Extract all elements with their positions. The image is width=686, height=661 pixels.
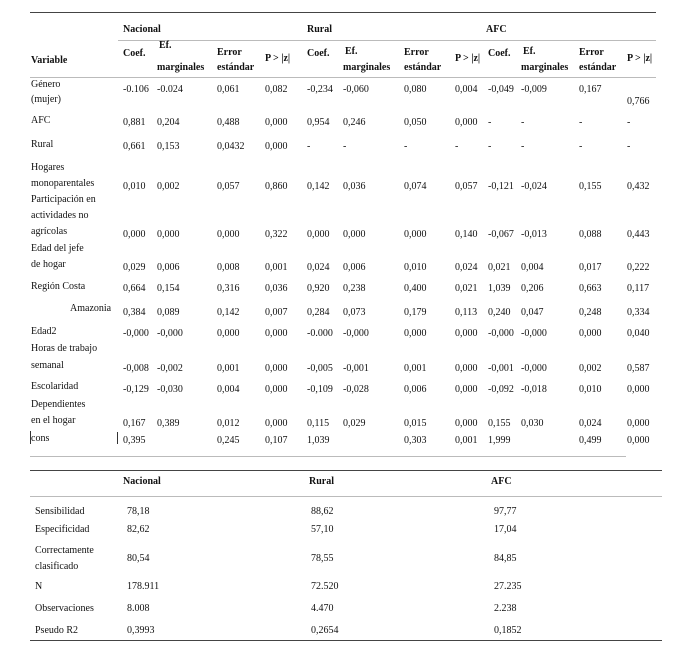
- cell-9-3: 0,000: [265, 363, 288, 374]
- cell-4-4: 0,000: [307, 229, 330, 240]
- cell-0-2: 0,061: [217, 84, 240, 95]
- cell-12-2: 0,245: [217, 435, 240, 446]
- cell-1-8: -: [488, 117, 492, 128]
- cell-9-8: -0,001: [488, 363, 514, 374]
- row-label-1-0: AFC: [31, 115, 51, 126]
- col-header-ef-top-afc: Ef.: [523, 46, 536, 57]
- summary-cell-5-2: 0,1852: [494, 625, 522, 636]
- cons-right-bar: [117, 432, 118, 444]
- top-table-bottom-rule: [30, 456, 626, 457]
- cell-4-6: 0,000: [404, 229, 427, 240]
- summary-cell-2-0: 80,54: [127, 553, 150, 564]
- cell-10-3: 0,000: [265, 384, 288, 395]
- cell-8-1: -0,000: [157, 328, 183, 339]
- cell-2-11: -: [627, 141, 631, 152]
- cell-8-3: 0,000: [265, 328, 288, 339]
- cell-6-4: 0,920: [307, 283, 330, 294]
- cell-4-0: 0,000: [123, 229, 146, 240]
- summary-header-rural: Rural: [309, 476, 334, 487]
- cell-3-8: -0,121: [488, 181, 514, 192]
- cell-6-5: 0,238: [343, 283, 366, 294]
- summary-cell-4-2: 2.238: [494, 603, 517, 614]
- cell-0-9: -0,009: [521, 84, 547, 95]
- cell-3-6: 0,074: [404, 181, 427, 192]
- header-rule: [30, 77, 656, 78]
- cell-12-3: 0,107: [265, 435, 288, 446]
- cell-2-7: -: [455, 141, 459, 152]
- cell-9-10: 0,002: [579, 363, 602, 374]
- summary-cell-5-1: 0,2654: [311, 625, 339, 636]
- row-label-8-0: Edad2: [31, 326, 57, 337]
- cell-8-7: 0,000: [455, 328, 478, 339]
- row-label-9-1: semanal: [31, 360, 64, 371]
- cell-12-11: 0,000: [627, 435, 650, 446]
- cell-7-10: 0,248: [579, 307, 602, 318]
- summary-cell-1-1: 57,10: [311, 524, 334, 535]
- cell-4-8: -0,067: [488, 229, 514, 240]
- cell-2-6: -: [404, 141, 408, 152]
- cell-7-11: 0,334: [627, 307, 650, 318]
- cell-11-0: 0,167: [123, 418, 146, 429]
- top-rule: [30, 12, 656, 13]
- row-label-5-1: de hogar: [31, 259, 66, 270]
- col-header-error-bottom-afc: estándar: [579, 62, 617, 73]
- cell-3-11: 0,432: [627, 181, 650, 192]
- cons-left-bar: [30, 431, 31, 444]
- summary-cell-1-2: 17,04: [494, 524, 517, 535]
- row-label-11-0: Dependientes: [31, 399, 86, 410]
- cell-9-1: -0,002: [157, 363, 183, 374]
- cell-7-7: 0,113: [455, 307, 478, 318]
- cell-5-9: 0,004: [521, 262, 544, 273]
- cell-4-11: 0,443: [627, 229, 650, 240]
- cell-9-11: 0,587: [627, 363, 650, 374]
- summary-cell-5-0: 0,3993: [127, 625, 155, 636]
- bottom-top-rule: [30, 470, 662, 471]
- cell-10-8: -0,092: [488, 384, 514, 395]
- cell-1-9: -: [521, 117, 525, 128]
- summary-cell-2-1: 78,55: [311, 553, 334, 564]
- cell-5-8: 0,021: [488, 262, 511, 273]
- col-header-error-top-rural: Error: [404, 47, 429, 58]
- cell-0-5: -0,060: [343, 84, 369, 95]
- cell-10-1: -0,030: [157, 384, 183, 395]
- row-label-0-0: Género: [31, 79, 61, 90]
- cell-6-1: 0,154: [157, 283, 180, 294]
- cell-3-9: -0,024: [521, 181, 547, 192]
- cell-12-0: 0,395: [123, 435, 146, 446]
- summary-cell-4-0: 8.008: [127, 603, 150, 614]
- col-header-error-top-nacional: Error: [217, 47, 242, 58]
- cell-10-5: -0,028: [343, 384, 369, 395]
- summary-label-5-0: Pseudo R2: [35, 625, 79, 636]
- cell-1-2: 0,488: [217, 117, 240, 128]
- summary-header-nacional: Nacional: [123, 476, 161, 487]
- row-label-4-1: actividades no: [31, 210, 89, 221]
- cell-5-1: 0,006: [157, 262, 180, 273]
- group-header-nacional: Nacional: [123, 24, 161, 35]
- summary-label-2-1: clasificado: [35, 561, 79, 572]
- col-header-error-bottom-nacional: estándar: [217, 62, 255, 73]
- summary-cell-3-1: 72.520: [311, 581, 339, 592]
- cell-10-9: -0,018: [521, 384, 547, 395]
- cell-11-11: 0,000: [627, 418, 650, 429]
- variable-header: Variable: [31, 55, 68, 66]
- summary-label-4-0: Observaciones: [35, 603, 94, 614]
- cell-1-3: 0,000: [265, 117, 288, 128]
- cell-4-3: 0,322: [265, 229, 288, 240]
- cell-2-5: -: [343, 141, 347, 152]
- bottom-rule: [30, 640, 662, 641]
- cell-5-2: 0,008: [217, 262, 240, 273]
- cell-11-5: 0,029: [343, 418, 366, 429]
- cell-7-5: 0,073: [343, 307, 366, 318]
- cell-11-3: 0,000: [265, 418, 288, 429]
- summary-cell-3-0: 178.911: [127, 581, 160, 592]
- cell-12-4: 1,039: [307, 435, 330, 446]
- summary-header-afc: AFC: [491, 476, 512, 487]
- cell-2-3: 0,000: [265, 141, 288, 152]
- cell-1-5: 0,246: [343, 117, 366, 128]
- cell-8-4: -0.000: [307, 328, 333, 339]
- cell-2-10: -: [579, 141, 583, 152]
- group-header-rural: Rural: [307, 24, 332, 35]
- cell-7-9: 0,047: [521, 307, 544, 318]
- cell-1-1: 0,204: [157, 117, 180, 128]
- cell-9-4: -0,005: [307, 363, 333, 374]
- group-rule: [118, 40, 656, 41]
- col-header-p-rural: P > |z|: [455, 53, 481, 64]
- cell-6-2: 0,316: [217, 283, 240, 294]
- row-label-5-0: Edad del jefe: [31, 243, 84, 254]
- summary-label-2-0: Correctamente: [35, 545, 94, 556]
- cell-1-11: -: [627, 117, 631, 128]
- col-header-ef-bottom-afc: marginales: [521, 62, 569, 73]
- cell-6-9: 0,206: [521, 283, 544, 294]
- cell-12-10: 0,499: [579, 435, 602, 446]
- row-label-2-0: Rural: [31, 139, 54, 150]
- cell-12-6: 0,303: [404, 435, 427, 446]
- cell-9-9: -0,000: [521, 363, 547, 374]
- cell-8-2: 0,000: [217, 328, 240, 339]
- summary-cell-0-1: 88,62: [311, 506, 334, 517]
- cell-2-0: 0,661: [123, 141, 146, 152]
- cell-7-6: 0,179: [404, 307, 427, 318]
- summary-cell-0-0: 78,18: [127, 506, 150, 517]
- cell-7-4: 0,284: [307, 307, 330, 318]
- cell-10-2: 0,004: [217, 384, 240, 395]
- col-header-p-nacional: P > |z|: [265, 53, 291, 64]
- cell-8-10: 0,000: [579, 328, 602, 339]
- cell-0-11: 0,766: [627, 96, 650, 107]
- cell-9-7: 0,000: [455, 363, 478, 374]
- row-label-3-1: monoparentales: [31, 178, 95, 189]
- cell-5-7: 0,024: [455, 262, 478, 273]
- cell-11-7: 0,000: [455, 418, 478, 429]
- cell-0-4: -0,234: [307, 84, 333, 95]
- cell-7-8: 0,240: [488, 307, 511, 318]
- cell-4-7: 0,140: [455, 229, 478, 240]
- cell-11-8: 0,155: [488, 418, 511, 429]
- cell-7-3: 0,007: [265, 307, 288, 318]
- cell-12-7: 0,001: [455, 435, 478, 446]
- col-header-coef-afc: Coef.: [488, 48, 511, 59]
- cell-4-9: -0,013: [521, 229, 547, 240]
- cell-11-6: 0,015: [404, 418, 427, 429]
- summary-cell-3-2: 27.235: [494, 581, 522, 592]
- cell-11-2: 0,012: [217, 418, 240, 429]
- cell-5-4: 0,024: [307, 262, 330, 273]
- cell-3-7: 0,057: [455, 181, 478, 192]
- col-header-coef-rural: Coef.: [307, 48, 330, 59]
- cell-9-0: -0,008: [123, 363, 149, 374]
- cell-10-10: 0,010: [579, 384, 602, 395]
- cell-7-1: 0,089: [157, 307, 180, 318]
- cell-6-7: 0,021: [455, 283, 478, 294]
- cell-10-0: -0,129: [123, 384, 149, 395]
- cell-11-10: 0,024: [579, 418, 602, 429]
- cell-7-2: 0,142: [217, 307, 240, 318]
- summary-header-rule: [30, 496, 662, 497]
- cell-1-4: 0,954: [307, 117, 330, 128]
- row-label-9-0: Horas de trabajo: [31, 343, 98, 354]
- cell-6-3: 0,036: [265, 283, 288, 294]
- cell-6-0: 0,664: [123, 283, 146, 294]
- cell-0-1: -0.024: [157, 84, 183, 95]
- cell-2-1: 0,153: [157, 141, 180, 152]
- cell-1-6: 0,050: [404, 117, 427, 128]
- cell-0-10: 0,167: [579, 84, 602, 95]
- cell-0-3: 0,082: [265, 84, 288, 95]
- cell-9-2: 0,001: [217, 363, 240, 374]
- cell-5-3: 0,001: [265, 262, 288, 273]
- cell-3-0: 0,010: [123, 181, 146, 192]
- row-label-12-0: cons: [31, 433, 50, 444]
- row-label-3-0: Hogares: [31, 162, 65, 173]
- col-header-p-afc: P > |z|: [627, 53, 653, 64]
- summary-cell-4-1: 4.470: [311, 603, 334, 614]
- cell-8-6: 0,000: [404, 328, 427, 339]
- cell-8-11: 0,040: [627, 328, 650, 339]
- cell-2-8: -: [488, 141, 492, 152]
- cell-10-6: 0,006: [404, 384, 427, 395]
- cell-0-8: -0,049: [488, 84, 514, 95]
- cell-4-10: 0,088: [579, 229, 602, 240]
- cell-4-1: 0,000: [157, 229, 180, 240]
- cell-1-10: -: [579, 117, 583, 128]
- col-header-coef-nacional: Coef.: [123, 48, 146, 59]
- cell-2-4: -: [307, 141, 311, 152]
- row-label-7-0: Amazonia: [70, 303, 112, 314]
- col-header-error-bottom-rural: estándar: [404, 62, 442, 73]
- cell-1-7: 0,000: [455, 117, 478, 128]
- summary-label-3-0: N: [35, 581, 43, 592]
- row-label-4-0: Participación en: [31, 194, 96, 205]
- summary-cell-2-2: 84,85: [494, 553, 517, 564]
- cell-3-2: 0,057: [217, 181, 240, 192]
- row-label-0-1: (mujer): [31, 94, 61, 105]
- cell-0-0: -0.106: [123, 84, 149, 95]
- cell-4-2: 0,000: [217, 229, 240, 240]
- cell-10-4: -0,109: [307, 384, 333, 395]
- cell-3-5: 0,036: [343, 181, 366, 192]
- cell-11-1: 0,389: [157, 418, 180, 429]
- col-header-ef-top-rural: Ef.: [345, 46, 358, 57]
- row-label-4-2: agrícolas: [31, 226, 68, 237]
- summary-cell-0-2: 97,77: [494, 506, 517, 517]
- col-header-ef-bottom-nacional: marginales: [157, 62, 205, 73]
- col-header-ef-bottom-rural: marginales: [343, 62, 391, 73]
- cell-6-10: 0,663: [579, 283, 602, 294]
- cell-11-4: 0,115: [307, 418, 330, 429]
- cell-7-0: 0,384: [123, 307, 146, 318]
- cell-8-9: -0,000: [521, 328, 547, 339]
- cell-5-10: 0,017: [579, 262, 602, 273]
- cell-6-8: 1,039: [488, 283, 511, 294]
- cell-10-11: 0,000: [627, 384, 650, 395]
- col-header-error-top-afc: Error: [579, 47, 604, 58]
- group-header-afc: AFC: [486, 24, 507, 35]
- row-label-6-0: Región Costa: [31, 281, 86, 292]
- cell-1-0: 0,881: [123, 117, 146, 128]
- summary-label-1-0: Especificidad: [35, 524, 90, 535]
- cell-3-10: 0,155: [579, 181, 602, 192]
- summary-cell-1-0: 82,62: [127, 524, 150, 535]
- cell-12-8: 1,999: [488, 435, 511, 446]
- cell-2-2: 0,0432: [217, 141, 245, 152]
- cell-10-7: 0,000: [455, 384, 478, 395]
- cell-9-6: 0,001: [404, 363, 427, 374]
- cell-6-11: 0,117: [627, 283, 650, 294]
- cell-11-9: 0,030: [521, 418, 544, 429]
- cell-8-0: -0,000: [123, 328, 149, 339]
- cell-3-3: 0,860: [265, 181, 288, 192]
- cell-8-5: -0,000: [343, 328, 369, 339]
- cell-0-7: 0,004: [455, 84, 478, 95]
- cell-5-11: 0,222: [627, 262, 650, 273]
- cell-4-5: 0,000: [343, 229, 366, 240]
- cell-9-5: -0,001: [343, 363, 369, 374]
- cell-6-6: 0,400: [404, 283, 427, 294]
- col-header-ef-top-nacional: Ef.: [159, 40, 172, 51]
- row-label-11-1: en el hogar: [31, 415, 76, 426]
- cell-0-6: 0,080: [404, 84, 427, 95]
- cell-5-0: 0,029: [123, 262, 146, 273]
- cell-8-8: -0,000: [488, 328, 514, 339]
- row-label-10-0: Escolaridad: [31, 381, 79, 392]
- cell-5-5: 0,006: [343, 262, 366, 273]
- cell-5-6: 0,010: [404, 262, 427, 273]
- cell-3-1: 0,002: [157, 181, 180, 192]
- summary-label-0-0: Sensibilidad: [35, 506, 85, 517]
- cell-2-9: -: [521, 141, 525, 152]
- cell-3-4: 0,142: [307, 181, 330, 192]
